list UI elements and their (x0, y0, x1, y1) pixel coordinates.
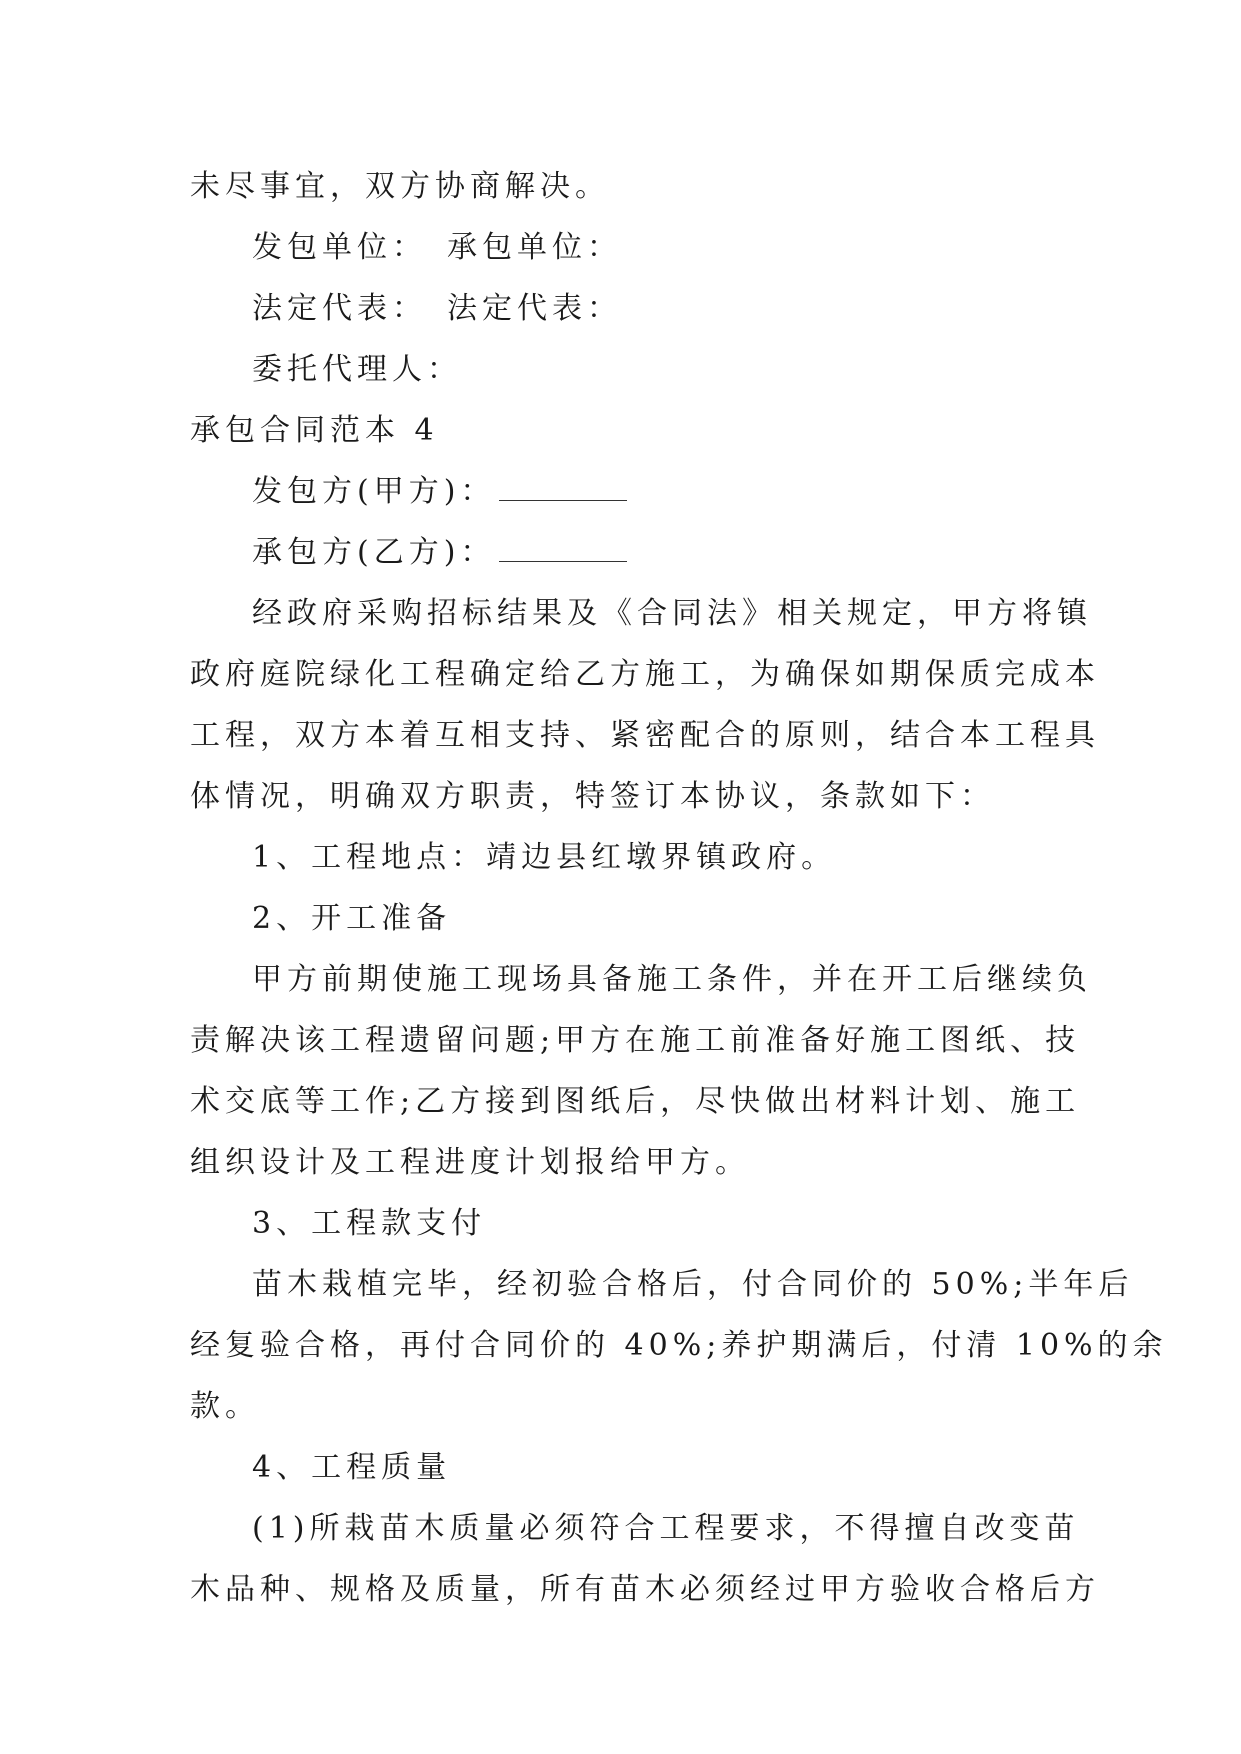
paragraph-line: (1)所栽苗木质量必须符合工程要求，不得擅自改变苗 (252, 1511, 1080, 1546)
paragraph-line: 责解决该工程遗留问题;甲方在施工前准备好施工图纸、技 (190, 1023, 1081, 1058)
paragraph-line: 款。 (190, 1389, 260, 1424)
signature-line-issuer-contractor: 发包单位： 承包单位： (252, 230, 622, 265)
party-b-line (190, 522, 1058, 583)
paragraph-line: 体情况，明确双方职责，特签订本协议，条款如下： (190, 779, 995, 814)
paragraph-line: 苗木栽植完毕，经初验合格后，付合同价的 50%;半年后 (252, 1267, 1134, 1302)
paragraph-line: 术交底等工作;乙方接到图纸后，尽快做出材料计划、施工 (190, 1084, 1081, 1119)
party-a-blank (499, 476, 627, 501)
party-b-blank (499, 537, 627, 562)
party-b-label: 承包方(乙方)： (252, 535, 496, 570)
paragraph-line: 木品种、规格及质量，所有苗木必须经过甲方验收合格后方 (190, 1572, 1100, 1607)
text-line: 未尽事宜，双方协商解决。 (190, 169, 610, 204)
paragraph-line: 经政府采购招标结果及《合同法》相关规定，甲方将镇 (252, 596, 1092, 631)
paragraph-line: 组织设计及工程进度计划报给甲方。 (190, 1145, 750, 1180)
signature-line-agent: 委托代理人： (252, 352, 462, 387)
paragraph-line: 工程，双方本着互相支持、紧密配合的原则，结合本工程具 (190, 718, 1100, 753)
paragraph-line: 政府庭院绿化工程确定给乙方施工，为确保如期保质完成本 (190, 657, 1100, 692)
party-a-line (190, 461, 1058, 522)
paragraph-line: 经复验合格，再付合同价的 40%;养护期满后，付清 10%的余 (190, 1328, 1168, 1363)
section-title: 承包合同范本 4 (190, 413, 439, 448)
signature-line-legal-representatives: 法定代表： 法定代表： (252, 291, 622, 326)
clause-heading: 4、工程质量 (252, 1450, 452, 1485)
party-a-label: 发包方(甲方)： (252, 474, 496, 509)
document-body (190, 156, 1168, 1620)
clause-heading: 2、开工准备 (252, 901, 452, 936)
paragraph-line: 甲方前期使施工现场具备施工条件，并在开工后继续负 (252, 962, 1092, 997)
clause-heading: 1、工程地点：靖边县红墩界镇政府。 (252, 840, 837, 875)
clause-heading: 3、工程款支付 (252, 1206, 487, 1241)
